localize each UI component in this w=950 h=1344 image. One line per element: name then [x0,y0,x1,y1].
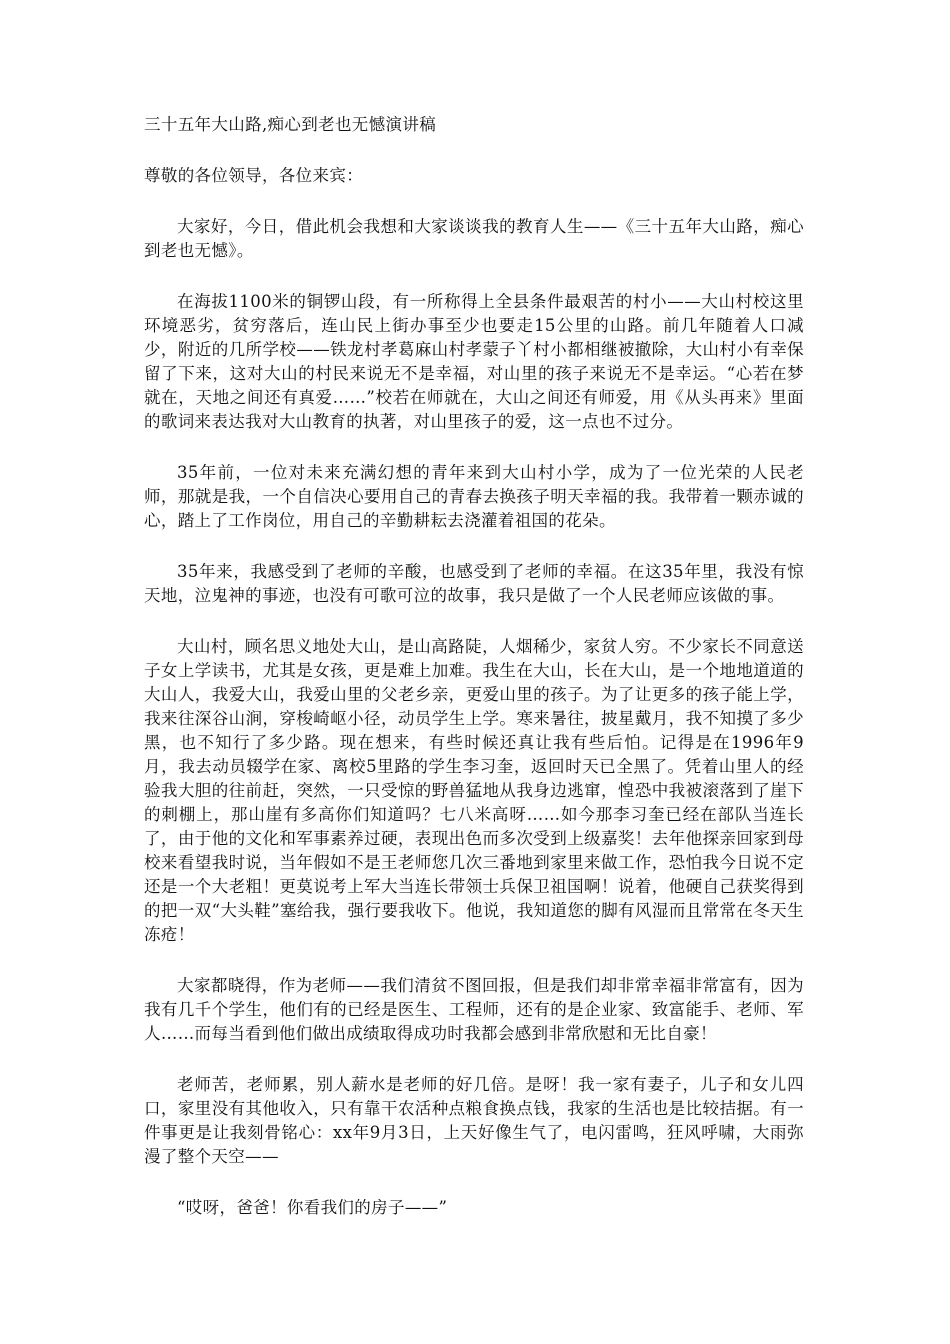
document-body [144,113,804,1247]
paragraph-quote: “哎呀，爸爸！你看我们的房子——” [177,1198,448,1217]
paragraph-village-school: 在海拔1100米的铜锣山段，有一所称得上全县条件最艰苦的村小——大山村校这里环境恶劣，贫穷落后，连山民上街办事至少也要走15公里的山路。前几年随着人口减少，附近的几所学校——铁龙村孝葛麻山村孝蒙子丫村小都相继被撤除，大山村小有幸保留了下来，这对大山的村民来说无不是幸福，对山里的孩子来说无不是幸运。“心若在梦就在，天地之间还有真爱……”校若在师就在，大山之间还有师爱，用《从头再来》里面的歌词来表达我对大山教育的执著，对山里孩子的爱，这一点也不过分。 [144,292,804,431]
paragraph-intro: 大家好，今日，借此机会我想和大家谈谈我的教育人生——《三十五年大山路，痴心到老也无憾》。 [144,217,804,260]
salutation: 尊敬的各位领导，各位来宾： [144,166,364,185]
paragraph-35-years-ago: 35年前，一位对未来充满幻想的青年来到大山村小学，成为了一位光荣的人民老师，那就是我，一个自信决心要用自己的青春去换孩子明天幸福的我。我带着一颗赤诚的心，踏上了工作岗位，用自己的辛勤耕耘去浇灌着祖国的花朵。 [144,463,804,530]
paragraph-teacher-happiness: 大家都晓得，作为老师——我们清贫不图回报，但是我们却非常幸福非常富有，因为我有几千个学生，他们有的已经是医生、工程师，还有的是企业家、致富能手、老师、军人……而每当看到他们做出成绩取得成功时我都会感到非常欣慰和无比自豪！ [144,976,804,1043]
paragraph-teacher-hardship: 老师苦，老师累，别人薪水是老师的好几倍。是呀！我一家有妻子，儿子和女儿四口，家里没有其他收入，只有靠干农活种点粮食换点钱，我家的生活也是比较拮据。有一件事更是让我刻骨铭心：xx年9月3日，上天好像生气了，电闪雷鸣，狂风呼啸，大雨弥漫了整个天空—— [144,1075,804,1166]
paragraph-35-years-since: 35年来，我感受到了老师的辛酸，也感受到了老师的幸福。在这35年里，我没有惊天地，泣鬼神的事迹，也没有可歌可泣的故事，我只是做了一个人民老师应该做的事。 [144,562,804,605]
paragraph-mountain-village: 大山村，顾名思义地处大山，是山高路陡，人烟稀少，家贫人穷。不少家长不同意送子女上学读书，尤其是女孩，更是难上加难。我生在大山，长在大山，是一个地地道道的大山人，我爱大山，我爱山里的父老乡亲，更爱山里的孩子。为了让更多的孩子能上学，我来往深谷山涧，穿梭崎岖小径，动员学生上学。寒来暑往，披星戴月，我不知摸了多少黑，也不知行了多少路。现在想来，有些时候还真让我有些后怕。记得是在1996年9月，我去动员辍学在家、离校5里路的学生李习奎，返回时天已全黑了。凭着山里人的经验我大胆的往前赶，突然，一只受惊的野兽猛地从我身边逃窜，惶恐中我被滚落到了崖下的刺棚上，那山崖有多高你们知道吗？七八米高呀……如今那李习奎已经在部队当连长了，由于他的文化和军事素养过硬，表现出色而多次受到上级嘉奖！去年他探亲回家到母校来看望我时说，当年假如不是王老师您几次三番地到家里来做工作，恐怕我今日说不定还是一个大老粗！更莫说考上军大当连长带领士兵保卫祖国啊！说着，他硬自己获奖得到的把一双“大头鞋”塞给我，强行要我收下。他说，我知道您的脚有风湿而且常常在冬天生冻疮！ [144,637,804,944]
document-title: 三十五年大山路,痴心到老也无憾演讲稿 [144,115,437,134]
